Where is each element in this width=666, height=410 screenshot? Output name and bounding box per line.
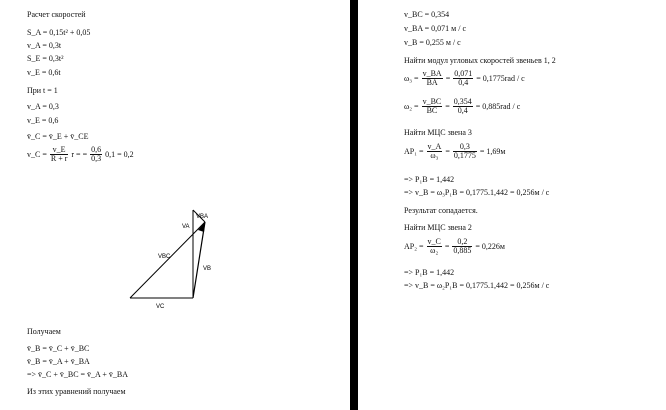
result-vbc: v_BC = 0,354 xyxy=(404,10,450,19)
coincide-note: Результат сопадается. xyxy=(404,206,478,215)
equation-ve1: v_E = 0,6 xyxy=(27,116,59,125)
section-heading: Расчет скоростей xyxy=(27,10,86,19)
heading-mcs3: Найти МЦС звена 3 xyxy=(404,128,472,137)
label-vb: VB xyxy=(203,266,212,272)
result-vba: v_BA = 0,071 м / с xyxy=(404,24,467,33)
obtained-label: Получаем xyxy=(27,327,61,336)
equation-omega2: ω₂ = $\frac{v\_BC}{BC}$ = $\frac{0,354}{0,4}$ = 0,885rad / c xyxy=(404,97,521,115)
result-p1b: => P₁B = 1,442 xyxy=(404,175,455,184)
equation-vc: v_C = $\frac{v\_E}{R + r}$ r = = $\frac{0,6}{0,3}$ 0,1 = 0,2 xyxy=(27,145,134,163)
equation-ap2: AP₂ = $\frac{v\_C}{\text{ω₂}}$ = $\frac{0,2}{0,885}$ = 0,226м xyxy=(404,237,505,255)
vector-vb-line xyxy=(193,222,205,298)
equation-omega3: ω₃ = $\frac{v\_BA}{BA}$ = $\frac{0,071}{0,4}$ = 0,1775rad / c xyxy=(404,69,525,87)
label-va: VA xyxy=(182,224,190,230)
vector-vbc-line xyxy=(130,222,205,298)
equation-vector-vc: v̄_C = v̄_E + v̄_CE xyxy=(27,132,89,141)
equation-ve: v_E = 0,6t xyxy=(27,68,61,77)
time-condition: При t = 1 xyxy=(27,86,58,95)
equation-se: S_E = 0,3t² xyxy=(27,54,64,63)
label-vbc: VBC xyxy=(158,254,171,260)
heading-angular-velocity: Найти модул угловых скоростей звеньев 1, 2 xyxy=(404,56,556,65)
result-p2b: => P₁B = 1,442 xyxy=(404,268,455,277)
equation-ap1: AP₁ = $\frac{v\_A}{\text{ω₃}}$ = $\frac{0,3}{0,1775}$ = 1,69м xyxy=(404,142,506,160)
vector-arrowhead xyxy=(198,222,205,232)
right-page xyxy=(358,0,666,410)
equation-1: v̄_B = v̄_C + v̄_BC xyxy=(27,344,90,353)
label-vba: VBA xyxy=(196,214,209,220)
velocity-diagram xyxy=(120,200,230,310)
equation-2: v̄_B = v̄_A + v̄_BA xyxy=(27,357,90,366)
equation-va1: v_A = 0,3 xyxy=(27,102,59,111)
result-vb: v_B = 0,255 м / с xyxy=(404,38,461,47)
label-vc: VC xyxy=(156,304,165,310)
page-divider xyxy=(350,0,358,410)
heading-mcs2: Найти МЦС звена 2 xyxy=(404,223,472,232)
result-vb-calc-1: => v_B = ω₃P₁B = 0,1775.1,442 = 0,256м / с xyxy=(404,188,550,197)
equation-sa: S_A = 0,15t² + 0,05 xyxy=(27,28,91,37)
conclusion-label: Из этих уравнений получаем xyxy=(27,387,126,396)
equation-3: => v̄_C + v̄_BC = v̄_A + v̄_BA xyxy=(27,370,129,379)
equation-va: v_A = 0,3t xyxy=(27,41,62,50)
result-vb-calc-2: => v_B = ω₂P₁B = 0,1775.1,442 = 0,256м / с xyxy=(404,281,550,290)
